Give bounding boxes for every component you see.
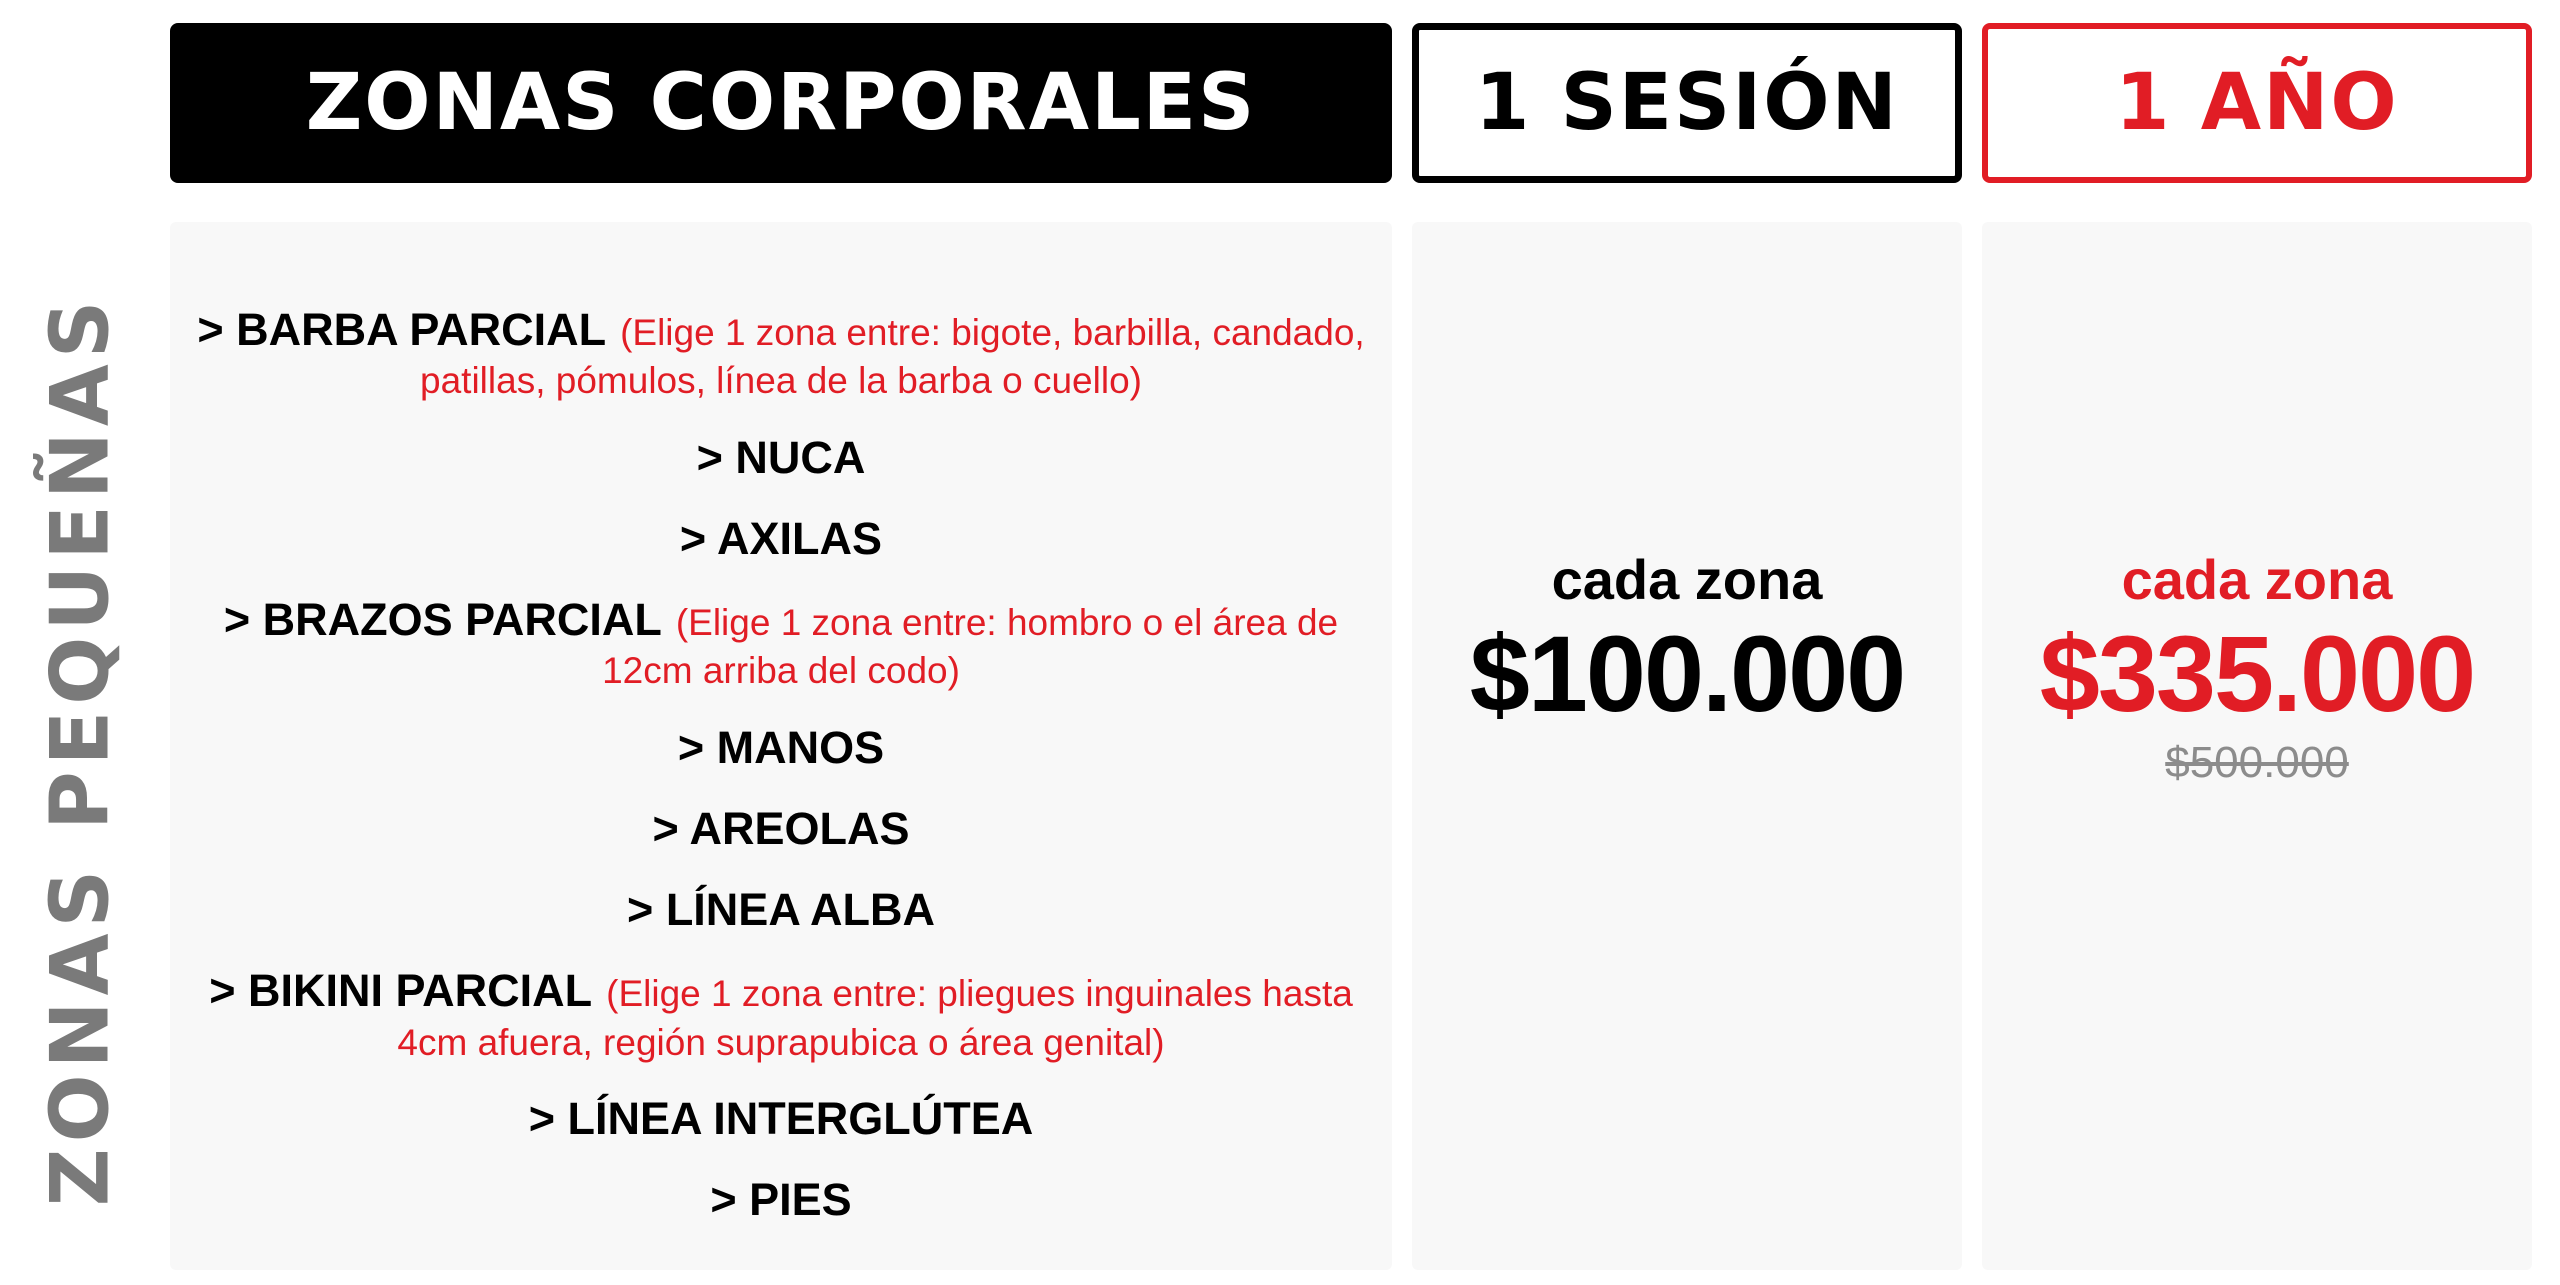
anio-price-block (1982, 547, 2532, 788)
zones-list (170, 302, 1392, 1253)
zone-name: > BARBA PARCIAL (197, 304, 607, 355)
zone-name: > MANOS (677, 721, 885, 773)
anio-price-value: $335.000 (2039, 613, 2475, 734)
zone-item (170, 511, 1392, 567)
side-label-container (33, 294, 127, 1206)
sesion-price-block (1412, 547, 1962, 736)
zone-name: > LÍNEA INTERGLÚTEA (528, 1092, 1034, 1144)
zone-name: > BRAZOS PARCIAL (223, 594, 662, 645)
zone-note: (Elige 1 zona entre: bigote, barbilla, candado, patillas, pómulos, línea de la barba o cuello) (420, 312, 1365, 402)
zone-item (170, 1172, 1392, 1228)
zone-note: (Elige 1 zona entre: pliegues inguinales hasta 4cm afuera, región suprapubica o área genital) (397, 973, 1353, 1063)
anio-price-label: cada zona (2121, 548, 2393, 611)
zone-item (170, 882, 1392, 938)
zone-name: > AXILAS (679, 512, 883, 564)
zone-item (170, 430, 1392, 486)
zone-item (170, 963, 1392, 1066)
zone-item (170, 592, 1392, 695)
zone-name: > PIES (710, 1174, 852, 1225)
zones-panel (170, 222, 1392, 1270)
zone-item (170, 1091, 1392, 1147)
zone-item (170, 720, 1392, 776)
zone-name: > BIKINI PARCIAL (209, 965, 593, 1017)
header-1-anio: 1 AÑO (1982, 23, 2532, 183)
zone-name: > LÍNEA ALBA (627, 884, 935, 935)
zone-item (170, 801, 1392, 857)
zone-note: (Elige 1 zona entre: hombro o el área de 12cm arriba del codo) (602, 602, 1339, 692)
header-zonas-corporales: ZONAS CORPORALES (170, 23, 1392, 183)
sesion-price-label: cada zona (1551, 548, 1823, 611)
zone-name: > NUCA (696, 431, 866, 483)
anio-old-price: $500.000 (2165, 738, 2349, 788)
sesion-price-panel (1412, 222, 1962, 1270)
header-1-sesion: 1 SESIÓN (1412, 23, 1962, 183)
zone-item (170, 302, 1392, 405)
sesion-price-value: $100.000 (1469, 613, 1905, 734)
anio-price-panel (1982, 222, 2532, 1270)
zone-name: > AREOLAS (652, 802, 910, 854)
side-label-zonas-pequenas: ZONAS PEQUEÑAS (33, 294, 127, 1206)
